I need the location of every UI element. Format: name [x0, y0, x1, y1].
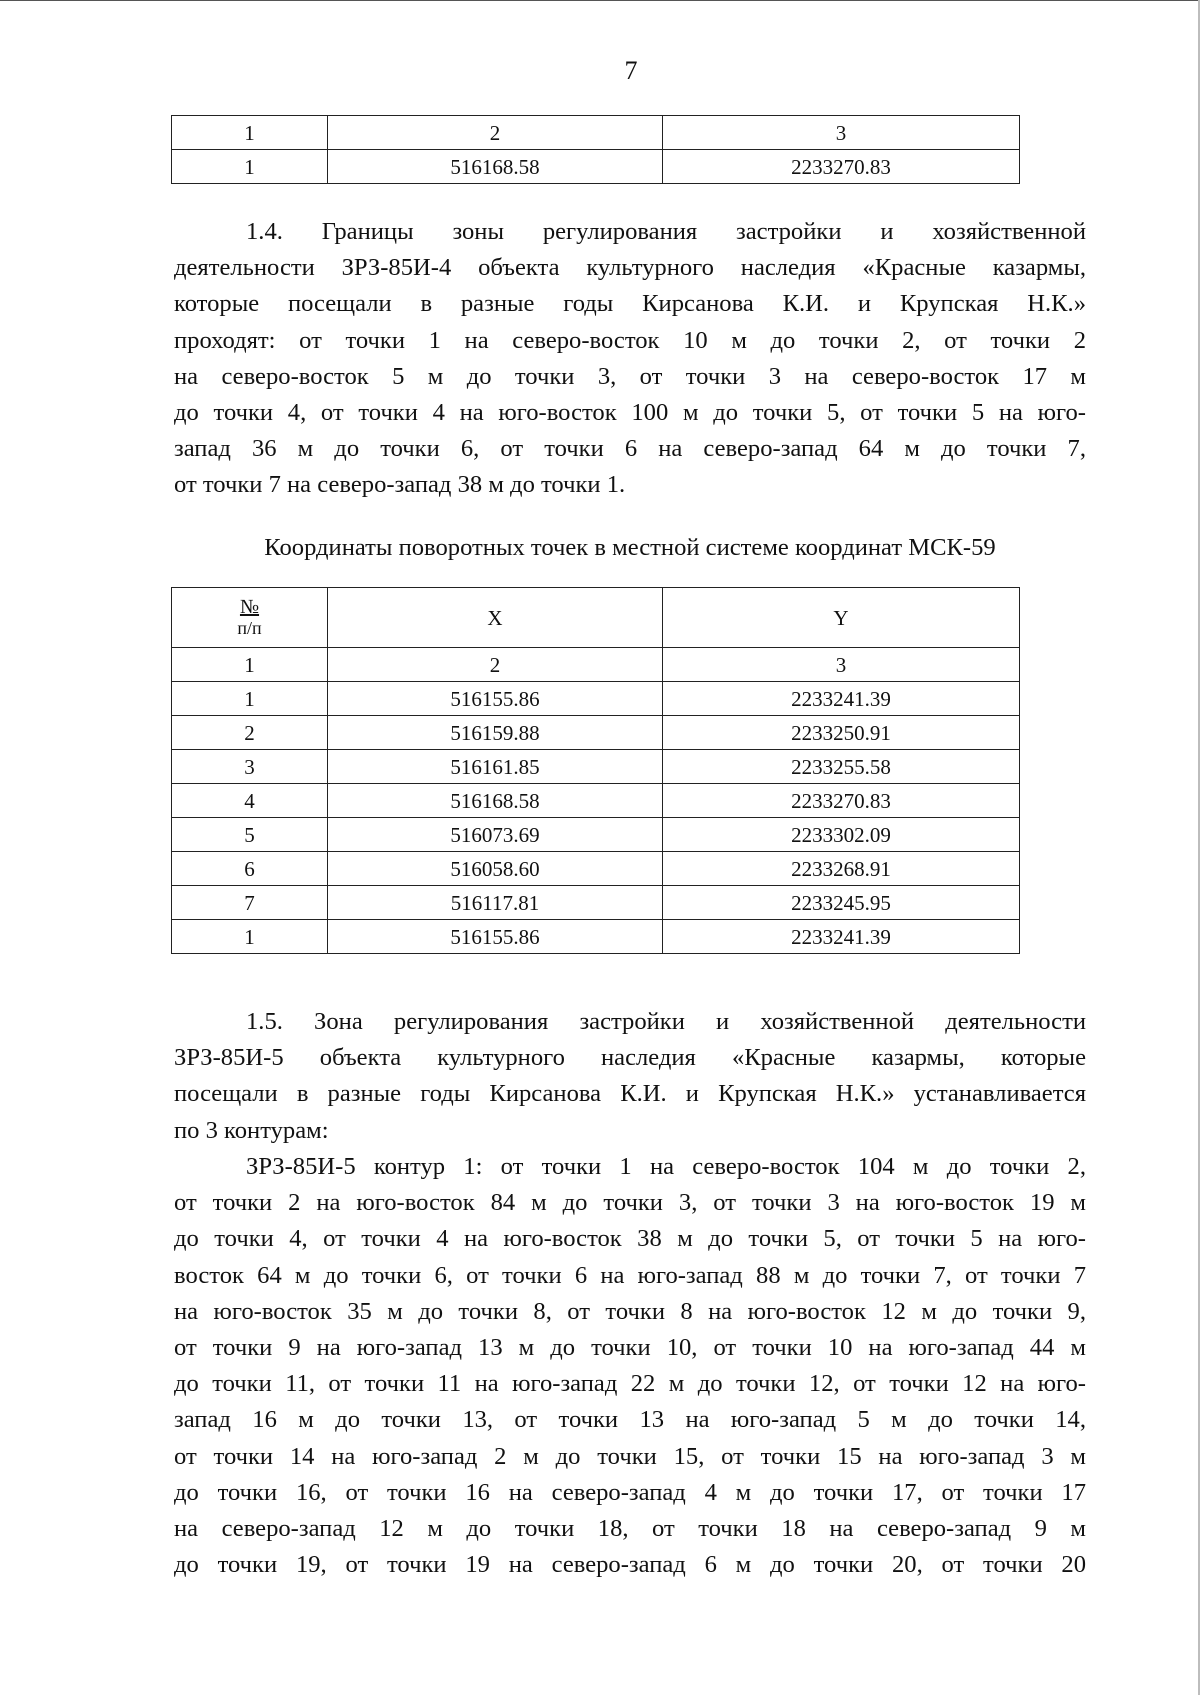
point-number-header — [172, 588, 328, 648]
page-top-edge — [0, 0, 1200, 1]
column-number-cell: 2 — [328, 648, 663, 682]
point-number-cell: 4 — [172, 784, 328, 818]
y-coordinate-cell: 2233241.39 — [663, 920, 1020, 954]
table-header-row — [172, 588, 1020, 648]
x-coordinate-cell: 516155.86 — [328, 920, 663, 954]
text-line: до точки 19, от точки 19 на северо-запад 6 м до точки 20, от точки 20 — [174, 1551, 1086, 1579]
x-coordinate-cell: 516058.60 — [328, 852, 663, 886]
text-line: до точки 4, от точки 4 на юго-восток 38 м до точки 5, от точки 5 на юго- — [174, 1225, 1086, 1253]
x-coordinate-cell: 516168.58 — [328, 784, 663, 818]
column-number-row — [172, 648, 1020, 682]
table-row — [172, 682, 1020, 716]
x-coordinate-cell: 516168.58 — [328, 150, 663, 184]
point-number-cell: 6 — [172, 852, 328, 886]
text-line: от точки 14 на юго-запад 2 м до точки 15, от точки 15 на юго-запад 3 м — [174, 1442, 1086, 1470]
x-coordinate-cell: 516155.86 — [328, 682, 663, 716]
table-caption: Координаты поворотных точек в местной системе координат МСК-59 — [264, 534, 996, 561]
text-line: на северо-запад 12 м до точки 18, от точки 18 на северо-запад 9 м — [174, 1514, 1086, 1542]
point-number-cell: 2 — [172, 716, 328, 750]
point-number-cell: 3 — [172, 750, 328, 784]
section-1-5-paragraph — [174, 1004, 1086, 1149]
text-line: от точки 7 на северо-запад 38 м до точки 1. — [174, 471, 626, 499]
table-row — [172, 852, 1020, 886]
table-row — [172, 920, 1020, 954]
table-row — [172, 150, 1020, 184]
text-line: 1.5. Зона регулирования застройки и хозяйственной деятельности — [246, 1008, 1086, 1035]
column-number-row — [172, 116, 1020, 150]
table-row — [172, 818, 1020, 852]
y-coordinate-cell: 2233302.09 — [663, 818, 1020, 852]
text-line: посещали в разные годы Кирсанова К.И. и Крупская Н.К.» устанавливается — [174, 1080, 1086, 1108]
text-line: проходят: от точки 1 на северо-восток 10 м до точки 2, от точки 2 — [174, 326, 1086, 354]
column-number-cell: 1 — [172, 648, 328, 682]
text-line: от точки 9 на юго-запад 13 м до точки 10, от точки 10 на юго-запад 44 м — [174, 1333, 1086, 1361]
text-line: до точки 4, от точки 4 на юго-восток 100 м до точки 5, от точки 5 на юго- — [174, 398, 1086, 426]
y-coordinate-cell: 2233270.83 — [663, 784, 1020, 818]
column-number-cell: 2 — [328, 116, 663, 150]
number-sign: № — [239, 595, 260, 618]
column-number-cell: 1 — [172, 116, 328, 150]
text-line: от точки 2 на юго-восток 84 м до точки 3, от точки 3 на юго-восток 19 м — [174, 1189, 1086, 1217]
table-row — [172, 750, 1020, 784]
section-1-4-paragraph — [174, 214, 1086, 504]
text-line: ЗРЗ-85И-5 объекта культурного наследия «Красные казармы, которые — [174, 1044, 1086, 1072]
number-abbrev: п/п — [237, 617, 262, 638]
point-number-cell: 7 — [172, 886, 328, 920]
text-line: до точки 16, от точки 16 на северо-запад 4 м до точки 17, от точки 17 — [174, 1478, 1086, 1506]
y-coordinate-cell: 2233250.91 — [663, 716, 1020, 750]
text-line: 1.4. Границы зоны регулирования застройки и хозяйственной — [246, 218, 1086, 245]
text-line: на северо-восток 5 м до точки 3, от точки 3 на северо-восток 17 м — [174, 362, 1086, 390]
text-line: ЗРЗ-85И-5 контур 1: от точки 1 на северо-восток 104 м до точки 2, — [246, 1153, 1086, 1180]
text-line: которые посещали в разные годы Кирсанова К.И. и Крупская Н.К.» — [174, 290, 1086, 318]
text-line: запад 36 м до точки 6, от точки 6 на северо-запад 64 м до точки 7, — [174, 435, 1086, 463]
y-header: Y — [663, 588, 1020, 648]
text-line: деятельности ЗРЗ-85И-4 объекта культурного наследия «Красные казармы, — [174, 254, 1086, 282]
column-number-cell: 3 — [663, 648, 1020, 682]
text-line: восток 64 м до точки 6, от точки 6 на юго-запад 88 м до точки 7, от точки 7 — [174, 1261, 1086, 1289]
y-coordinate-cell: 2233241.39 — [663, 682, 1020, 716]
point-number-cell: 5 — [172, 818, 328, 852]
table-row — [172, 784, 1020, 818]
coordinates-table — [171, 587, 1020, 954]
continued-coordinates-table — [171, 115, 1020, 184]
text-line: на юго-восток 35 м до точки 8, от точки 8 на юго-восток 12 м до точки 9, — [174, 1297, 1086, 1325]
table-row — [172, 886, 1020, 920]
y-coordinate-cell: 2233270.83 — [663, 150, 1020, 184]
x-coordinate-cell: 516161.85 — [328, 750, 663, 784]
x-coordinate-cell: 516117.81 — [328, 886, 663, 920]
y-coordinate-cell: 2233255.58 — [663, 750, 1020, 784]
text-line: до точки 11, от точки 11 на юго-запад 22 м до точки 12, от точки 12 на юго- — [174, 1370, 1086, 1398]
point-number-cell: 1 — [172, 150, 328, 184]
x-coordinate-cell: 516159.88 — [328, 716, 663, 750]
table-row — [172, 716, 1020, 750]
contour-1-paragraph — [174, 1149, 1086, 1583]
column-number-cell: 3 — [663, 116, 1020, 150]
text-line: по 3 контурам: — [174, 1116, 329, 1144]
x-coordinate-cell: 516073.69 — [328, 818, 663, 852]
y-coordinate-cell: 2233245.95 — [663, 886, 1020, 920]
text-line: запад 16 м до точки 13, от точки 13 на юго-запад 5 м до точки 14, — [174, 1406, 1086, 1434]
page-number: 7 — [624, 56, 638, 85]
x-header: X — [328, 588, 663, 648]
point-number-cell: 1 — [172, 682, 328, 716]
y-coordinate-cell: 2233268.91 — [663, 852, 1020, 886]
point-number-cell: 1 — [172, 920, 328, 954]
